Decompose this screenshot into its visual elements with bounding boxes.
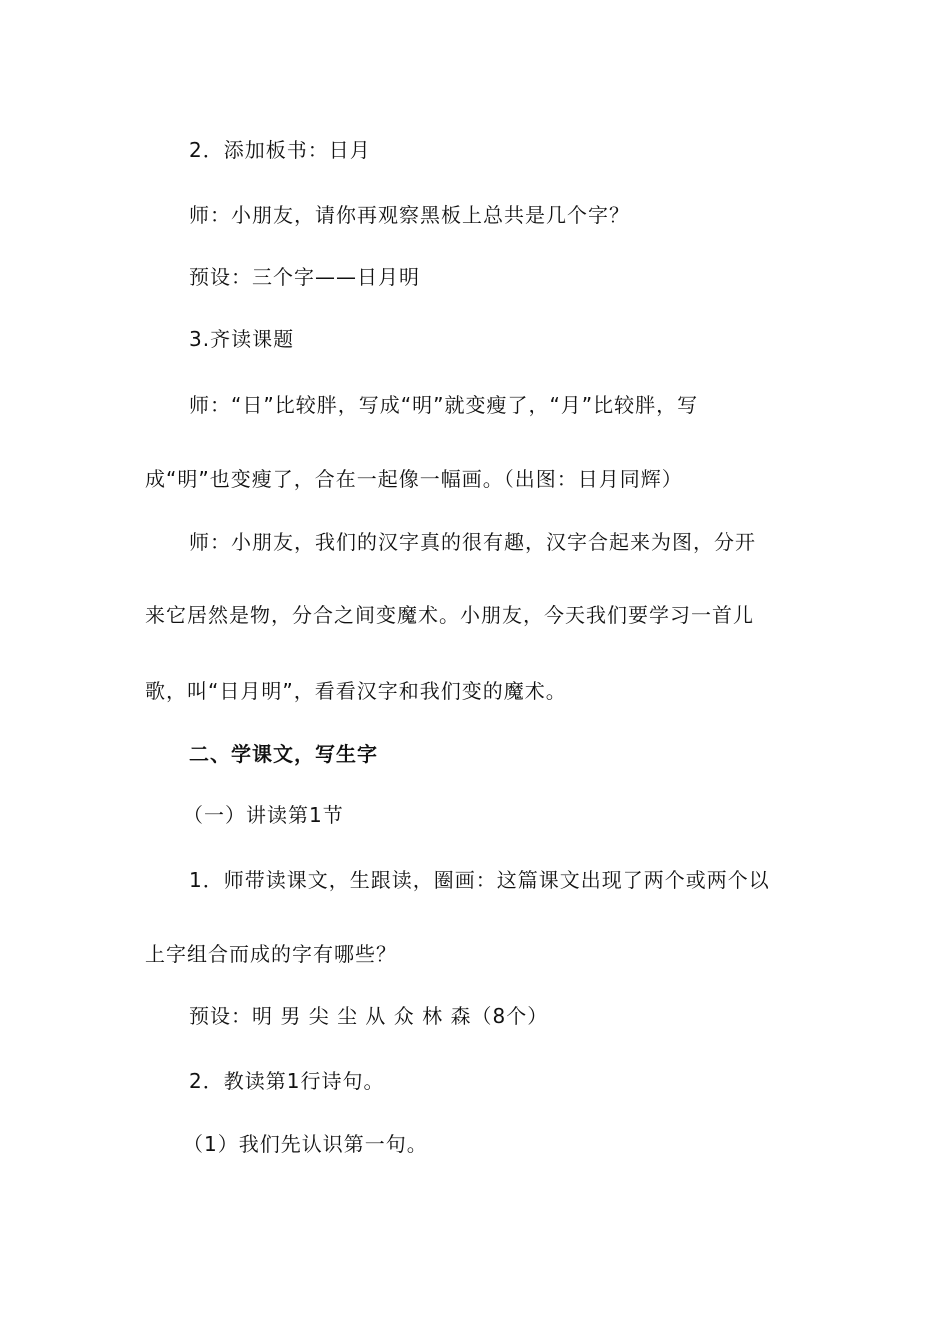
- paragraph-preset-answer: 预设：三个字——日月明: [189, 265, 420, 289]
- paragraph-teacher-question: 师：小朋友，请你再观察黑板上总共是几个字？: [189, 203, 630, 227]
- paragraph-preset-characters: 预设：明 男 尖 尘 从 众 林 森（8个）: [189, 1004, 549, 1028]
- paragraph-step-2-teach: 2．教读第1行诗句。: [189, 1069, 385, 1093]
- paragraph-step-3: 3.齐读课题: [189, 327, 295, 351]
- paragraph-teacher-explain-line2: 成“明”也变瘦了，合在一起像一幅画。（出图：日月同辉）: [145, 467, 683, 491]
- paragraph-step-2: 2．添加板书：日月: [189, 138, 371, 162]
- subsection-heading: （一）讲读第1节: [183, 803, 344, 827]
- section-heading: 二、学课文，写生字: [189, 742, 378, 766]
- paragraph-teacher-intro-line3: 歌，叫“日月明”，看看汉字和我们变的魔术。: [145, 679, 567, 703]
- paragraph-step-1-line2: 上字组合而成的字有哪些？: [145, 942, 397, 966]
- paragraph-item-1: （1）我们先认识第一句。: [183, 1132, 428, 1156]
- paragraph-teacher-explain-line1: 师：“日”比较胖，写成“明”就变瘦了，“月”比较胖，写: [189, 393, 699, 417]
- paragraph-teacher-intro-line2: 来它居然是物，分合之间变魔术。小朋友，今天我们要学习一首儿: [145, 603, 754, 627]
- paragraph-step-1-line1: 1．师带读课文，生跟读，圈画：这篇课文出现了两个或两个以: [189, 868, 770, 892]
- paragraph-teacher-intro-line1: 师：小朋友，我们的汉字真的很有趣，汉字合起来为图，分开: [189, 530, 756, 554]
